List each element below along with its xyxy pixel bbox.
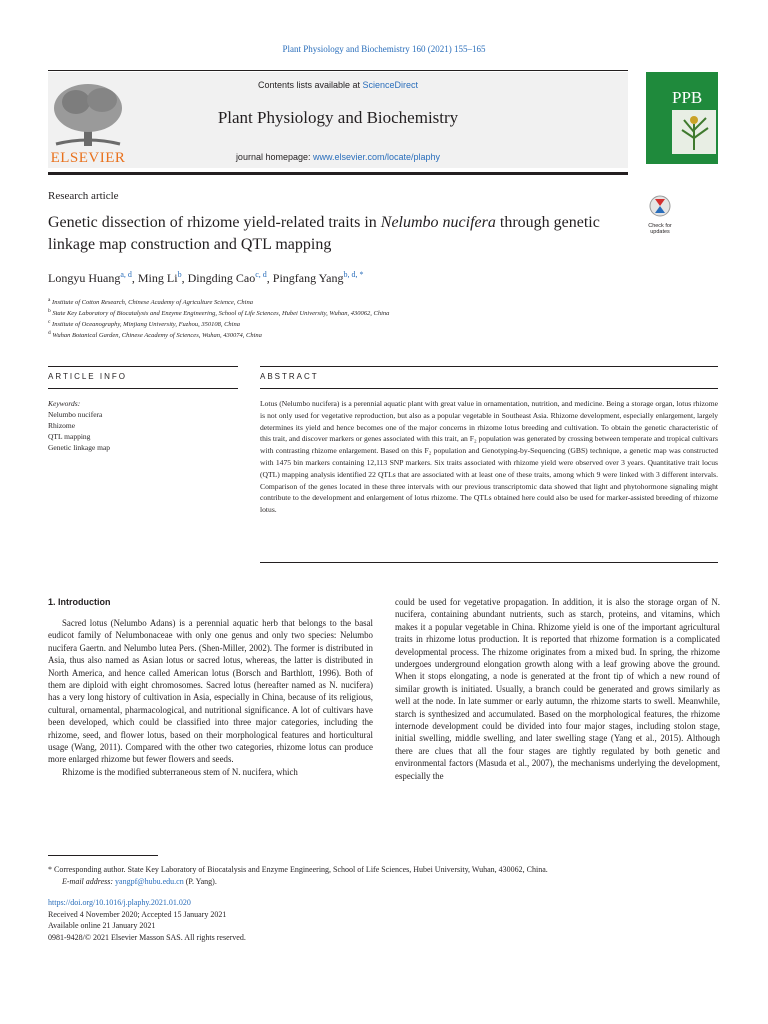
affiliation-a xyxy=(48,297,253,306)
crossmark-icon xyxy=(646,194,674,218)
title-part-2: through genetic linkage map construction and QTL mapping xyxy=(48,214,600,253)
article-title xyxy=(48,212,628,256)
author-affiliation-marker[interactable]: a, d xyxy=(120,270,132,279)
corresponding-author-footnote xyxy=(48,864,718,888)
affiliation-d xyxy=(48,330,262,339)
crossmark-label: Check for updates xyxy=(648,223,672,235)
article-info-heading: ARTICLE INFO xyxy=(48,372,127,381)
affiliation-b xyxy=(48,308,389,317)
author-separator: , xyxy=(181,271,188,285)
footnote-rule xyxy=(48,855,158,856)
copyright-line: 0981-9428/© 2021 Elsevier Masson SAS. All rights reserved. xyxy=(48,932,246,942)
author-name[interactable]: Pingfang Yang xyxy=(272,271,344,285)
title-species: Nelumbo nucifera xyxy=(380,214,496,231)
journal-reference-link[interactable]: Plant Physiology and Biochemistry 160 (2021) 155–165 xyxy=(282,44,486,54)
header-bottom-rule xyxy=(48,172,628,175)
author-affiliation-marker[interactable]: b, d, * xyxy=(343,270,364,279)
abstract-rule xyxy=(260,388,718,389)
abstract-bottom-rule xyxy=(260,562,718,563)
available-online-date: Available online 21 January 2021 xyxy=(48,921,156,930)
received-accepted-dates: Received 4 November 2020; Accepted 15 January 2021 xyxy=(48,909,227,919)
contents-line xyxy=(48,80,628,90)
keywords-label: Keywords: xyxy=(48,399,81,408)
journal-homepage-line xyxy=(48,152,628,162)
article-info-rule xyxy=(48,388,238,389)
keyword: QTL mapping xyxy=(48,432,91,441)
doi-link[interactable]: https://doi.org/10.1016/j.plaphy.2021.01.020 xyxy=(48,898,191,907)
email-label: E-mail address: xyxy=(62,877,116,886)
title-part-1: Genetic dissection of rhizome yield-related traits in xyxy=(48,214,381,231)
keyword: Genetic linkage map xyxy=(48,443,111,452)
homepage-link[interactable]: www.elsevier.com/locate/plaphy xyxy=(313,152,441,162)
affiliation-marker: c xyxy=(48,319,51,325)
journal-title: Plant Physiology and Biochemistry xyxy=(217,108,459,127)
author-name[interactable]: Longyu Huang xyxy=(48,271,121,285)
author-separator: , xyxy=(266,271,273,285)
author-name[interactable]: Ming Li xyxy=(137,271,178,285)
paragraph: could be used for vegetative propagation. In addition, it is also the storage organ of N. nucifera, containing abundant nutrients, such as starch, proteins, and vitamins, which makes it a popular vegetable in China. Rhizome yield is one of the important agricultural traits in rhizome lotus production. It is reported that rhizome formation is a complicated developmental process. The rhizome originates from a mixed bud. In spring, the rhizome undergoes underground elongation growth along with a leaf growing above the ground. When it stops elongating, a node is generated at the front tip of which a new round of similar growth is initiated. Usually, a branch could be generated and grows similarly as well at the node. In late summer or early autumn, the rhizome starts to swell. Meanwhile, starch is synthesized and accumulated. Based on the morphological features, the rhizome internode development could be divided into four major stages, including stolon stage, initial swelling, middle swelling, and later swelling stage (Yang et al., 2015). Although there are clues that all the four stages are tightly regulated by both genetic and environmental factors (Masuda et al., 2007), the mechanisms underlying the development, especially the xyxy=(395,597,720,781)
affiliation-marker: a xyxy=(48,297,51,303)
email-link[interactable]: yangpf@hubu.edu.cn xyxy=(115,877,184,886)
elsevier-wordmark: ELSEVIER xyxy=(50,150,126,166)
author-affiliation-marker[interactable]: b xyxy=(177,270,182,279)
affiliation-text: Institute of Cotton Research, Chinese Academy of Agriculture Science, China xyxy=(52,299,253,307)
paragraph: Rhizome is the modified subterraneous stem of N. nucifera, which xyxy=(62,766,298,777)
affiliation-text: State Key Laboratory of Biocatalysis and Enzyme Engineering, School of Life Sciences, Hubei University, Wuhan, 430062, China xyxy=(52,310,390,318)
header-top-rule xyxy=(48,70,628,71)
affiliation-c xyxy=(48,319,240,328)
affiliation-text: Wuhan Botanical Garden, Chinese Academy of Sciences, Wuhan, 430074, China xyxy=(52,332,262,340)
author-name[interactable]: Dingding Cao xyxy=(187,271,256,285)
abstract-top-rule xyxy=(260,366,718,367)
email-suffix: (P. Yang). xyxy=(183,877,217,886)
body-column-right xyxy=(395,596,720,782)
keyword: Rhizome xyxy=(48,421,76,430)
author-separator: , xyxy=(131,271,138,285)
affiliation-marker: d xyxy=(48,330,51,336)
check-for-updates-button[interactable] xyxy=(646,194,674,235)
article-info-top-rule xyxy=(48,366,238,367)
affiliation-text: Institute of Oceanography, Minjiang University, Fuzhou, 350108, China xyxy=(52,321,240,329)
abstract-heading: ABSTRACT xyxy=(260,372,319,381)
homepage-prefix: journal homepage: xyxy=(235,152,313,162)
affiliation-marker: b xyxy=(48,308,51,314)
cover-title: PPB xyxy=(672,88,703,107)
author-list xyxy=(48,270,363,286)
keywords-block xyxy=(48,398,218,453)
publication-info xyxy=(48,897,246,943)
journal-cover-image[interactable] xyxy=(646,72,718,164)
paragraph: Sacred lotus (Nelumbo Adans) is a perennial aquatic herb that belongs to the basal eudicot family of Nelumbonaceae with only one genus and only two species: Nelumbo nucifera Gaertn. and Nelumbo lutea Pers. (Shen-Miller, 2002). The former is distributed in Asia, thus also named as Asian lotus or sacred lotus, whereas, the latter is distributed in North America, and hence called American lotus (Borsch and Barthlott, 1996). Both of them are diploid with eight chromosomes. Sacred lotus (hereafter named as N. nucifera) has a very long history of cultivation in Asia, especially in China, because of its religious, cultural, ornamental, pharmacological, and nutritional significance. A lot of cultivars have been developed, which could be classified into three major categories, including the rhizome, seed, and flower lotus, based on their morphological features and horticultural usage (Wang, 2011). Compared with the other two categories, rhizome lotus can produce more enlarged rhizome but fewer flowers and seeds. xyxy=(48,618,373,765)
section-heading-introduction: 1. Introduction xyxy=(48,597,111,607)
sciencedirect-link[interactable]: ScienceDirect xyxy=(362,80,419,90)
body-column-left xyxy=(48,617,373,778)
article-type: Research article xyxy=(48,190,119,202)
abstract-text: Lotus (Nelumbo nucifera) is a perennial aquatic plant with great value in ornamentation, nutrition, and medicine. Being a storage organ, lotus rhizome is not only used for vegetative reproduction, but also as a popular vegetable in Southeast Asia. Rhizome development, especially enlargement, largely determines its yield and hence becomes one of the major concerns in rhizome lotus breeding and cultivation. To obtain the genetic characteristic of this trait, and discover markers or genes associated with this trait, an F₂ population was generated by crossing between temperate and tropical cultivars with contrasting rhizome enlargement. Based on this F₂ population and Genotyping-by-Sequencing (GBS) technique, a genetic map was constructed with 1475 bin markers containing 12,113 SNP markers. Six traits associated with rhizome yield were observed over 3 years. Quantitative trait locus (QTL) mapping analysis identified 22 QTLs that are associated with at least one of these traits, among which 9 were linked with 3 different intervals. Comparison of the genes located in these three intervals with our previous transcriptomic data showed that light and phytohormone signaling might contribute to the development and enlargement of lotus rhizome. The QTLs obtained here could also be used for marker-assisted breeding of rhizome lotus. xyxy=(260,399,718,515)
contents-prefix: Contents lists available at xyxy=(257,80,363,90)
author-affiliation-marker[interactable]: c, d xyxy=(255,270,267,279)
keyword: Nelumbo nucifera xyxy=(48,410,103,419)
email-line xyxy=(48,876,718,888)
footnote-text: * Corresponding author. State Key Laboratory of Biocatalysis and Enzyme Engineering, School of Life Sciences, Hubei University, Wuhan, 430062, China. xyxy=(48,865,548,874)
cover-plant-icon xyxy=(646,72,718,164)
